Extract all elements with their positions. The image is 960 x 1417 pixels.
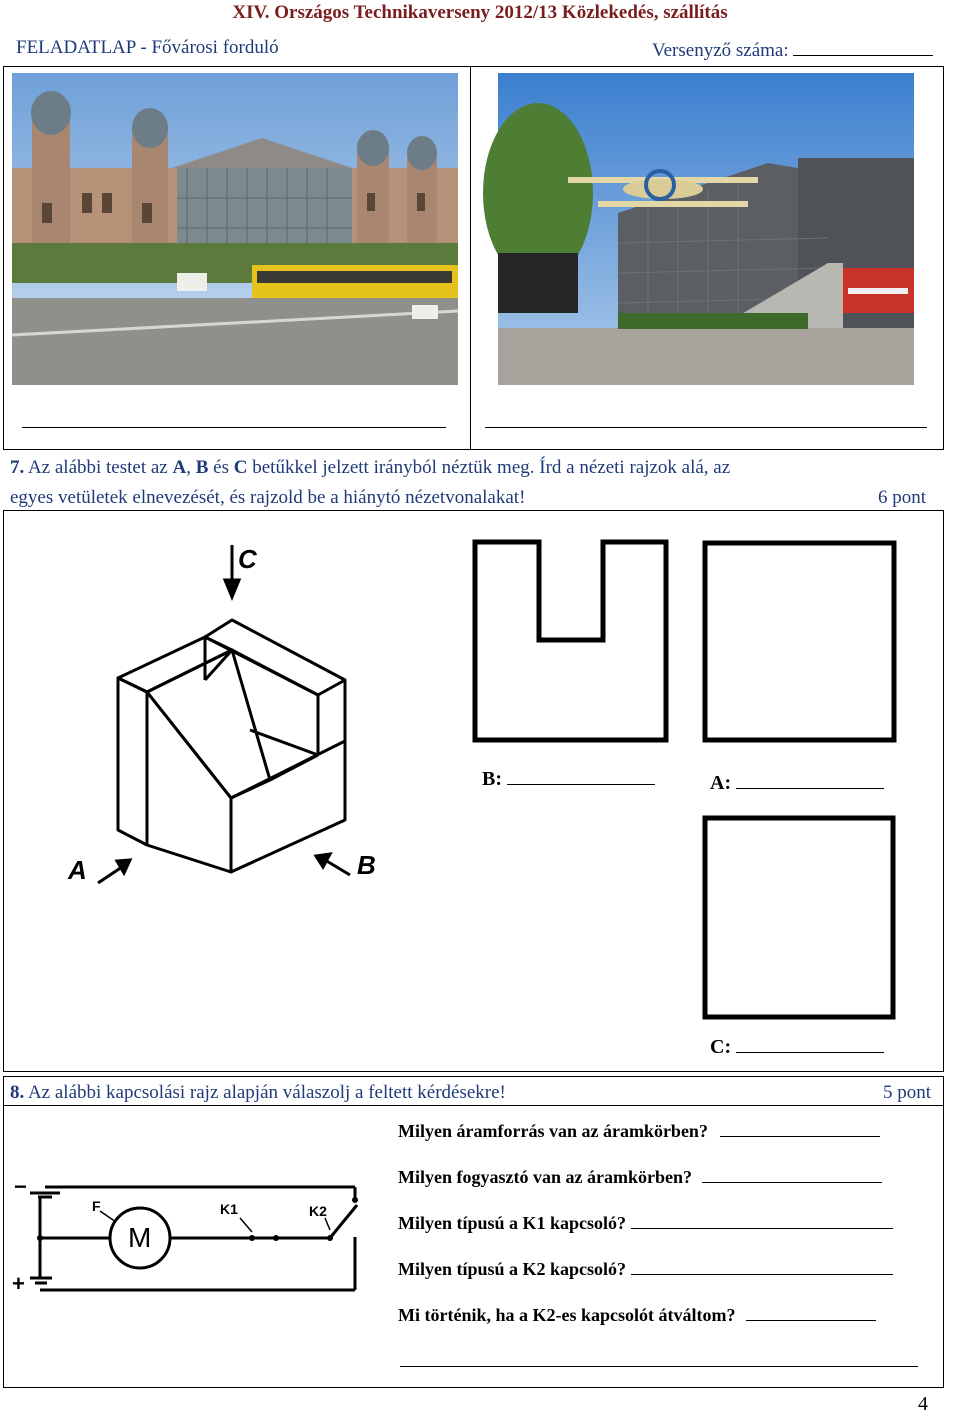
question-4-text: Milyen típusú a K2 kapcsoló? [398, 1259, 627, 1279]
view-label-a-text: A: [710, 772, 732, 794]
task7-text-part2: betűkkel jelzett irányból néztük meg. Írd a nézeti rajzok alá, az [252, 457, 731, 478]
question-2-text: Milyen fogyasztó van az áramkörben? [398, 1167, 692, 1187]
task7-letter-b: B [195, 457, 209, 478]
task7-text-line2: egyes vetületek elnevezését, és rajzold be a hiánytó nézetvonalakat! [10, 487, 526, 508]
task7-letter-c: C [233, 457, 248, 478]
question-1-text: Milyen áramforrás van az áramkörben? [398, 1121, 708, 1141]
circuit-label-k2: K2 [309, 1203, 327, 1219]
task7-letter-a: A [172, 457, 187, 478]
task7-number: 7. [10, 457, 25, 478]
arrow-label-c: C [238, 544, 257, 574]
task7-comma: , [186, 457, 191, 478]
circuit-label-k1: K1 [220, 1201, 238, 1217]
worksheet-label: FELADATLAP - Fővárosi forduló [16, 37, 279, 58]
task8-points: 5 pont [883, 1082, 932, 1103]
task7-text-part1: Az alábbi testet az [27, 457, 168, 478]
task8-number: 8. [10, 1082, 25, 1103]
question-3-text: Milyen típusú a K1 kapcsoló? [398, 1213, 627, 1233]
motor-label: M [128, 1222, 152, 1253]
circuit-label-f: F [92, 1198, 101, 1214]
page-header-title: XIV. Országos Technikaverseny 2012/13 Közlekedés, szállítás [232, 2, 728, 23]
circuit-label-plus: + [12, 1271, 25, 1296]
page-number: 4 [918, 1393, 928, 1415]
task7-and: és [213, 457, 229, 478]
circuit-label-minus: − [14, 1174, 27, 1199]
competitor-number-text: Versenyző száma: [652, 40, 789, 61]
view-label-c-text: C: [710, 1036, 732, 1058]
arrow-label-b: B [357, 850, 376, 880]
arrow-label-a: A [68, 855, 87, 885]
question-5-text: Mi történik, ha a K2-es kapcsolót átváltom? [398, 1305, 736, 1325]
task7-points: 6 pont [878, 487, 927, 508]
view-label-b-text: B: [482, 768, 502, 790]
task8-instruction: Az alábbi kapcsolási rajz alapján válaszolj a feltett kérdésekre! [27, 1082, 506, 1103]
